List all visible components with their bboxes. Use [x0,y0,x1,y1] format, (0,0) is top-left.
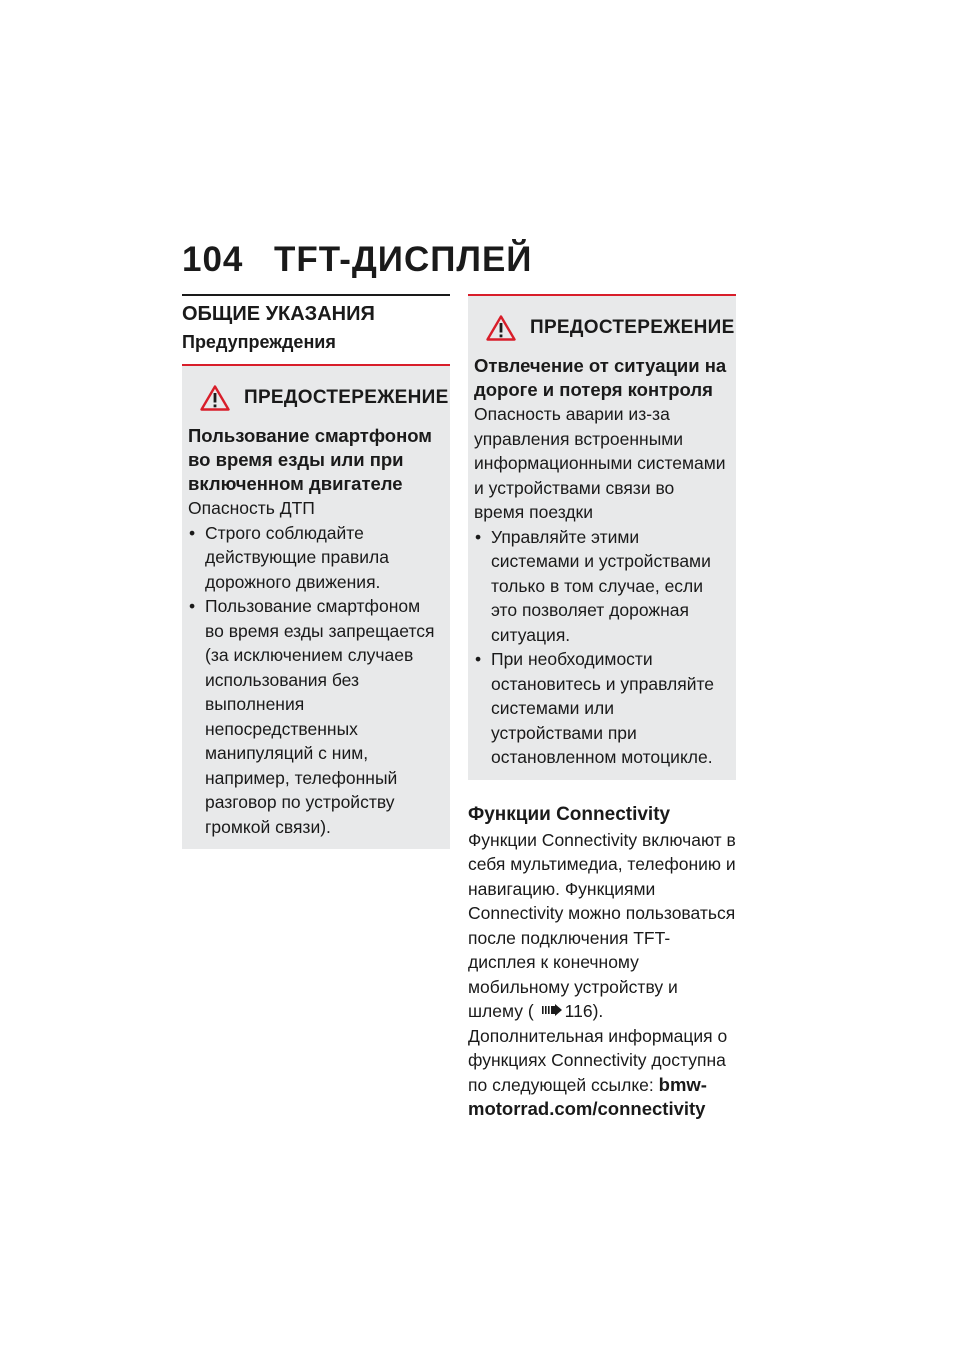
right-column [468,294,736,1122]
warning-bullet: • Строго соблюдайте действующие правила дорожного движения. [188,521,442,595]
connectivity-text-part: Функции Connectivity включают в себя мультимедиа, телефонию и навигацию. Функциями Connectivity можно пользоваться после подключения TFT-дисплея к конечному мобильному устройству и шлему [468,829,736,1021]
warning-bullet: • Управляйте этими системами и устройствами только в том случае, если это позволяет дорожная ситуация. [474,525,728,648]
page-header [182,240,532,280]
left-column [182,294,450,849]
warning-bullet: • При необходимости остановитесь и управляйте системами или устройствами при остановленном мотоцикле. [474,647,728,770]
warning-label: ПРЕДОСТЕРЕЖЕНИЕ [530,317,735,338]
page-number: 104 [182,240,244,279]
warning-title: Пользование смартфоном во время езды или при включенном двигателе [188,425,432,494]
warning-danger: Опасность ДТП [188,498,315,518]
page-title: TFT-ДИСПЛЕЙ [274,240,533,279]
warning-triangle-icon [200,385,230,411]
subsection-title: Предупреждения [182,332,336,352]
arrow-reference-icon [542,1004,562,1016]
warning-box-distraction [468,294,736,780]
connectivity-title: Функции Connectivity [468,803,671,825]
reference-page[interactable]: 116 [564,1001,593,1021]
section-title: ОБЩИЕ УКАЗАНИЯ [182,294,450,326]
warning-title: Отвлечение от ситуации на дороге и потеря контроля [474,355,727,400]
warning-header [188,382,449,414]
warning-bullets [188,521,442,840]
warning-danger: Опасность аварии из-за управления встроенными информационными системами и устройствами связи во время поездки [474,404,726,522]
warning-bullets [474,525,728,770]
warning-label: ПРЕДОСТЕРЕЖЕНИЕ [244,387,449,408]
warning-bullet: • Пользование смартфоном во время езды запрещается (за исключением случаев использования без выполнения непосредственных манипуляций с ним, например, телефонный разговор по устройству громкой связи). [188,594,442,839]
warning-header [474,312,735,344]
connectivity-text: Функции Connectivity включают в себя мультимедиа, телефонию и навигацию. Функциями Connectivity можно пользоваться после подключения TFT-дисплея к конечному мобильному устройству и шлему ( 116). Дополнительная информация о функциях Connectivity доступна по следующей ссылке: bmw-motorrad.com/connectivity [468,829,736,1119]
connectivity-text-part: ). Дополнительная информация о функциях Connectivity доступна по следующей ссылке: [468,1001,728,1095]
warning-triangle-icon [486,315,516,341]
warning-box-smartphone [182,364,450,849]
connectivity-link[interactable]: bmw-motorrad.com/connectivity [468,1073,707,1119]
